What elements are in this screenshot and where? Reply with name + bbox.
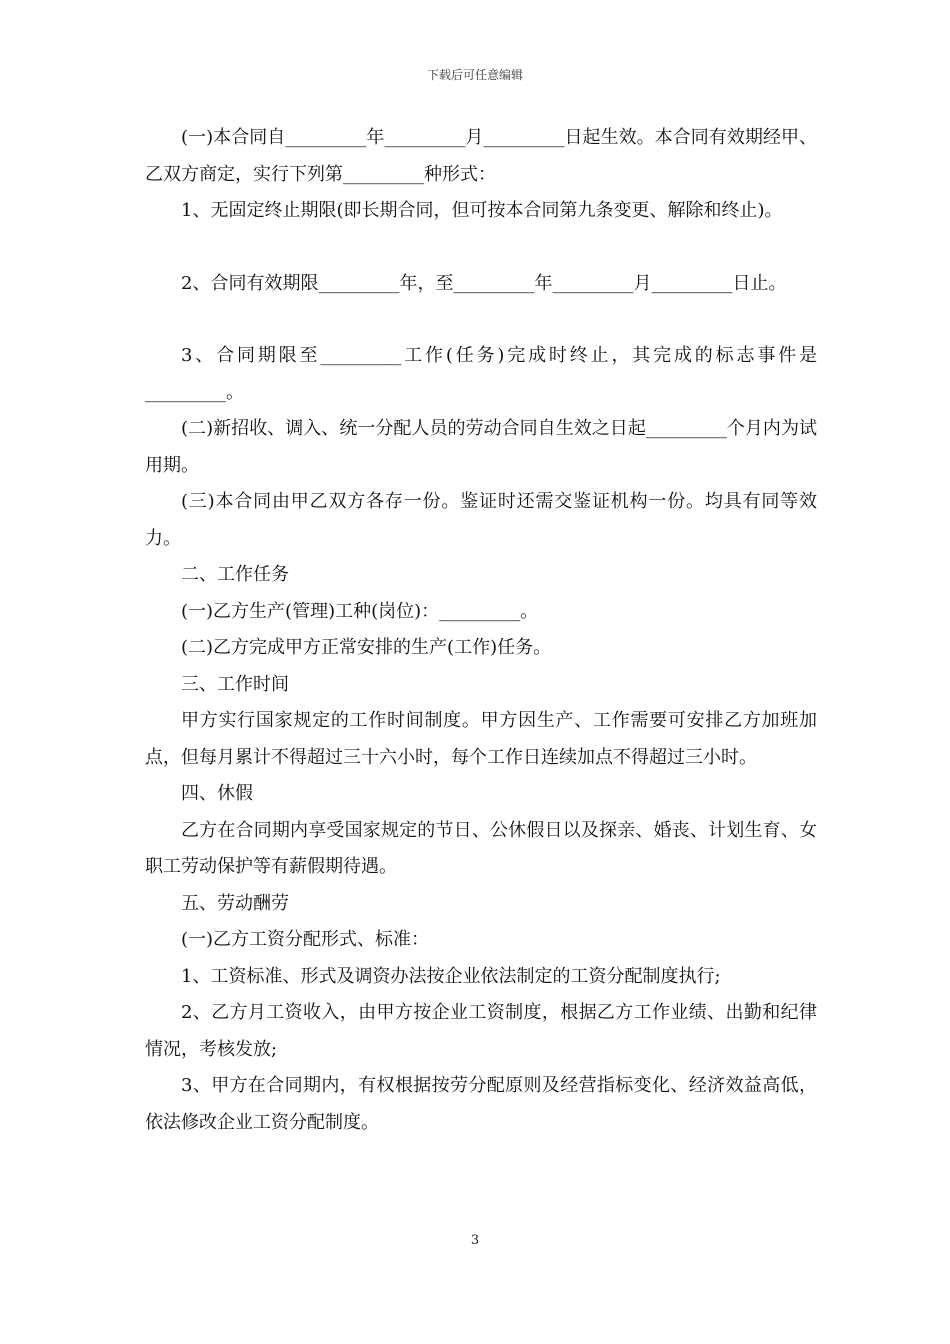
paragraph-salary-form: (一)乙方工资分配形式、标准：: [181, 929, 430, 950]
paragraph-effective-date: (一)本合同自_________年_________月_________日起生效。本合同有效期经甲、乙双方商定，实行下列第_________种形式：: [145, 127, 817, 185]
paragraph-term-option-1: 1、无固定终止期限(即长期合同，但可按本合同第九条变更、解除和终止)。: [181, 200, 783, 221]
paragraph-salary-revision: 3、甲方在合同期内，有权根据按劳分配原则及经营指标变化、经济效益高低，依法修改企业工资分配制度。: [145, 1075, 817, 1133]
section-heading-work-tasks: 二、工作任务: [181, 564, 289, 585]
paragraph-work-hours: 甲方实行国家规定的工作时间制度。甲方因生产、工作需要可安排乙方加班加点，但每月累计不得超过三十六小时，每个工作日连续加点不得超过三小时。: [145, 710, 817, 768]
paragraph-term-option-3: 3、合同期限至_________工作(任务)完成时终止，其完成的标志事件是_________。: [145, 345, 817, 403]
paragraph-job-type: (一)乙方生产(管理)工种(岗位)：_________。: [181, 600, 539, 622]
section-heading-vacation: 四、休假: [181, 783, 253, 804]
page-number: 3: [470, 1233, 480, 1248]
paragraph-salary-standard: 1、工资标准、形式及调资办法按企业依法制定的工资分配制度执行;: [181, 965, 721, 987]
section-heading-work-hours: 三、工作时间: [181, 673, 289, 695]
paragraph-task-completion: (二)乙方完成甲方正常安排的生产(工作)任务。: [181, 637, 552, 658]
paragraph-copies: (三)本合同由甲乙双方各存一份。鉴证时还需交鉴证机构一份。均具有同等效力。: [145, 491, 817, 549]
section-heading-remuneration: 五、劳动酬劳: [181, 892, 289, 914]
paragraph-probation: (二)新招收、调入、统一分配人员的劳动合同自生效之日起_________个月内为试用期。: [145, 418, 817, 476]
document-body: [145, 120, 817, 1141]
paragraph-vacation: 乙方在合同期内享受国家规定的节日、公休假日以及探亲、婚丧、计划生育、女职工劳动保护等有薪假期待遇。: [145, 819, 817, 877]
paragraph-term-option-2: 2、合同有效期限_________年，至_________年_________月_________日止。: [181, 272, 787, 294]
paragraph-monthly-salary: 2、乙方月工资收入，由甲方按企业工资制度，根据乙方工作业绩、出勤和纪律情况，考核发放;: [145, 1002, 817, 1060]
page-header: 下载后可任意编辑: [426, 68, 523, 82]
